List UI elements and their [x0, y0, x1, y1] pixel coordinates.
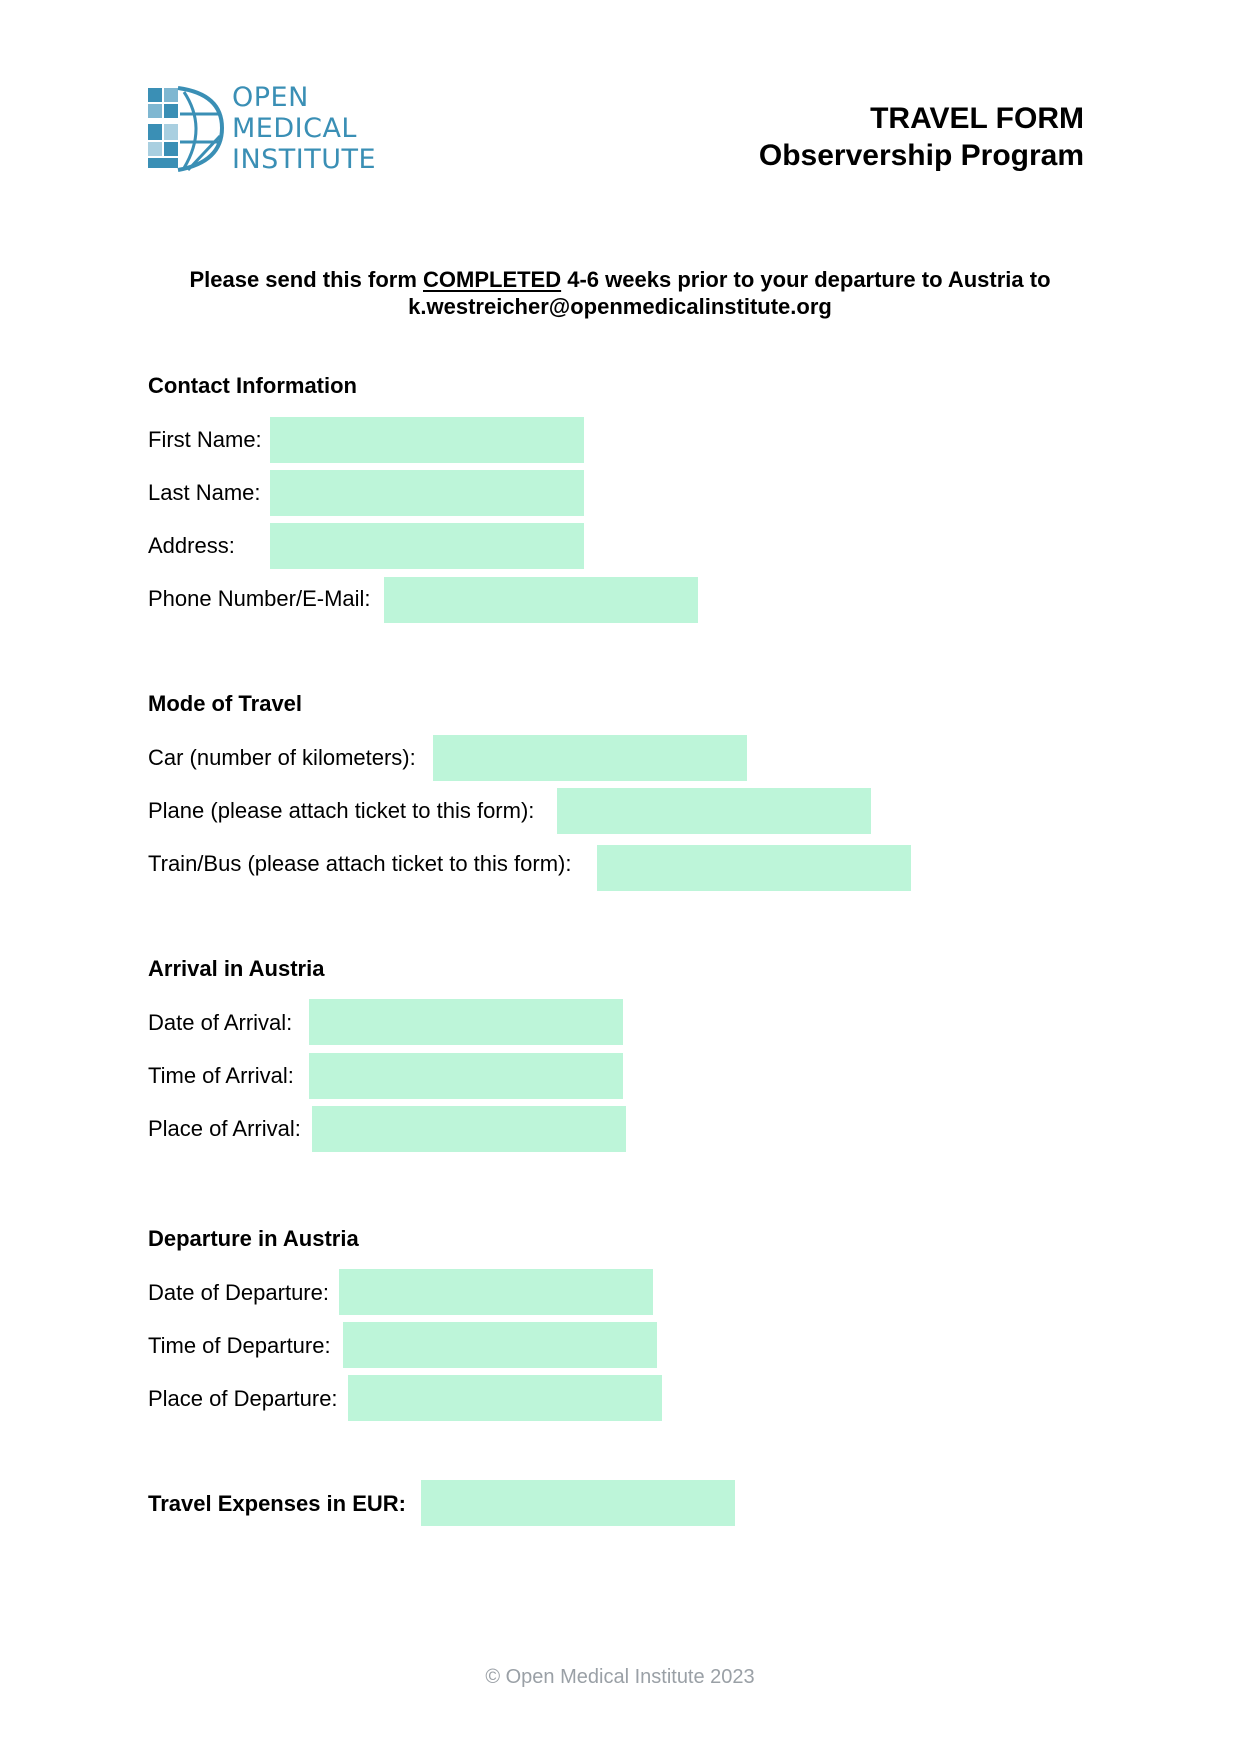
arrival-heading: Arrival in Austria [148, 956, 325, 981]
departure-date-field[interactable] [339, 1269, 653, 1315]
contact-heading: Contact Information [148, 373, 357, 398]
instructions-email: k.westreicher@openmedicalinstitute.org [408, 294, 832, 319]
last-name-field[interactable] [270, 470, 584, 516]
car-km-field[interactable] [433, 735, 747, 781]
train-bus-field[interactable] [597, 845, 911, 891]
arrival-time-label: Time of Arrival: [148, 1063, 294, 1088]
departure-heading: Departure in Austria [148, 1226, 359, 1251]
travel-expenses-field[interactable] [421, 1480, 735, 1526]
last-name-label: Last Name: [148, 480, 261, 505]
travel-heading: Mode of Travel [148, 691, 303, 716]
logo-line-open: OPEN [232, 82, 309, 113]
logo-line-institute: INSTITUTE [232, 144, 377, 175]
first-name-field[interactable] [270, 417, 584, 463]
car-label: Car (number of kilometers): [148, 745, 416, 770]
instructions-line1 [0, 266, 1240, 293]
arrival-time-field[interactable] [309, 1053, 623, 1099]
globe-logo-icon [148, 84, 224, 172]
departure-place-label: Place of Departure: [148, 1386, 338, 1411]
copyright-footer: © Open Medical Institute 2023 [485, 1666, 755, 1688]
phone-email-field[interactable] [384, 577, 698, 623]
instructions-emphasis: COMPLETED [423, 267, 562, 292]
document-subtitle: Observership Program [758, 139, 1084, 172]
arrival-date-field[interactable] [309, 999, 623, 1045]
document-title-block [759, 100, 1084, 174]
departure-time-label: Time of Departure: [148, 1333, 331, 1358]
departure-time-field[interactable] [343, 1322, 657, 1368]
logo-wordmark [232, 82, 376, 175]
arrival-date-label: Date of Arrival: [148, 1010, 293, 1035]
document-title: TRAVEL FORM [870, 102, 1084, 135]
instructions-suffix: 4-6 weeks prior to your departure to Austria to [561, 267, 1051, 292]
phone-email-label: Phone Number/E-Mail: [148, 586, 371, 611]
instructions-prefix: Please send this form [189, 267, 423, 292]
departure-date-label: Date of Departure: [148, 1280, 329, 1305]
logo-line-medical: MEDICAL [232, 113, 357, 144]
first-name-label: First Name: [148, 427, 262, 452]
plane-label: Plane (please attach ticket to this form): [148, 798, 535, 823]
address-field[interactable] [270, 523, 584, 569]
travel-expenses-label: Travel Expenses in EUR: [148, 1491, 406, 1516]
arrival-place-label: Place of Arrival: [148, 1116, 301, 1141]
address-label: Address: [148, 533, 235, 558]
arrival-place-field[interactable] [312, 1106, 626, 1152]
departure-place-field[interactable] [348, 1375, 662, 1421]
plane-field[interactable] [557, 788, 871, 834]
instructions [0, 266, 1240, 320]
train-bus-label: Train/Bus (please attach ticket to this form): [148, 851, 572, 876]
omi-logo [148, 84, 388, 176]
